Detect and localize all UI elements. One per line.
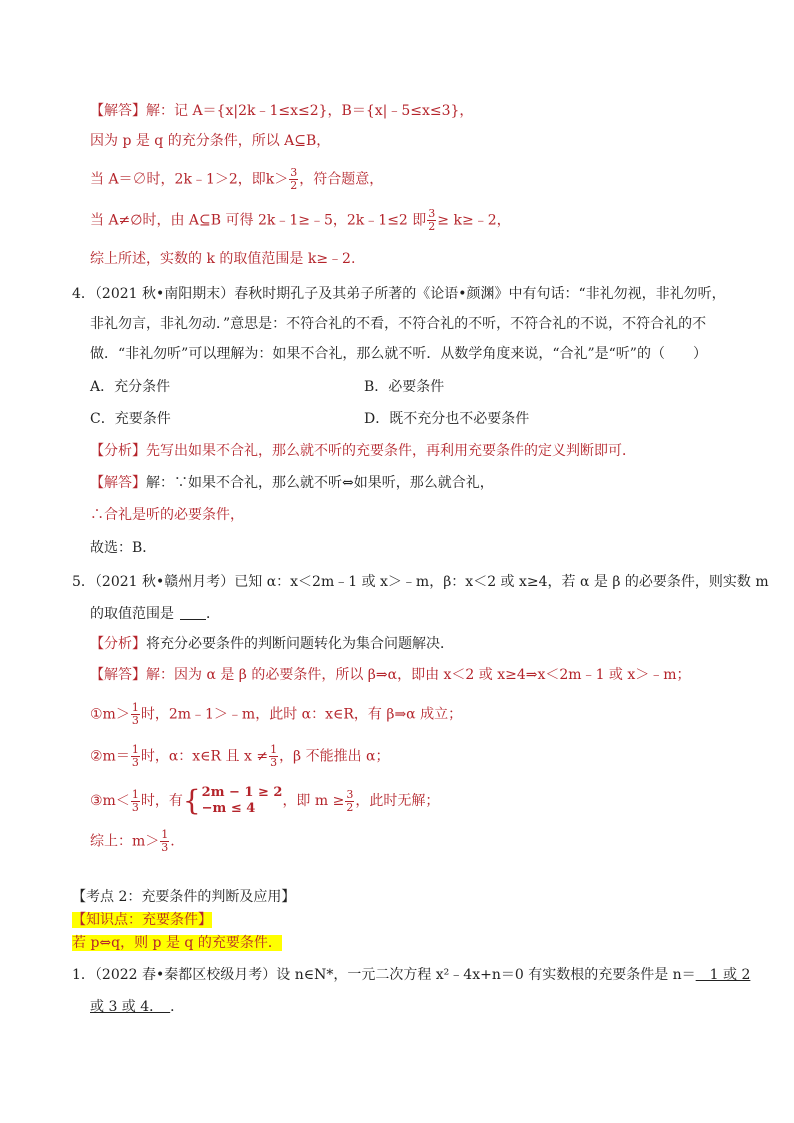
frac-den: 2	[428, 220, 436, 233]
analysis-tag: 【分析】	[90, 636, 146, 652]
section-title: 【考点 2：充要条件的判断及应用】	[72, 889, 296, 905]
text-part: ③m＜	[90, 793, 130, 809]
q5-stem-line-1: 5．（2021 秋•赣州月考）已知 α：x＜2m﹣1 或 x＞﹣m，β：x＜2 或 x≥4，若 α 是 β 的必要条件，则实数 m	[72, 574, 769, 590]
text-part: 当 A≠∅时，由 A⊆B 可得 2k﹣1≥﹣5，2k﹣1≤2 即	[90, 212, 427, 229]
q4-option-a: A．充分条件	[90, 379, 171, 395]
q4-solution	[90, 473, 494, 493]
text-part: 综上：m＞	[90, 833, 160, 850]
text-part: ，即 m ≥	[282, 793, 345, 809]
fraction	[131, 744, 140, 769]
frac-num: 1	[161, 828, 169, 841]
fraction	[160, 829, 169, 854]
frac-num: 3	[428, 207, 436, 220]
analysis-text: 将充分必要条件的判断问题转化为集合问题解决．	[146, 636, 454, 652]
q4-analysis	[90, 441, 636, 461]
solution-text: 解：∵如果不合礼，那么就不听⇔如果听，那么就合礼，	[146, 475, 494, 491]
fraction	[345, 789, 354, 814]
analysis-tag: 【分析】	[90, 443, 146, 459]
q5-stem-line-2: 的取值范围是 ．	[90, 606, 220, 622]
frac-den: 3	[270, 756, 278, 769]
q1-stem-line-2	[90, 997, 184, 1017]
q3-solution-line-2: 因为 p 是 q 的充分条件，所以 A⊆B，	[90, 133, 331, 149]
frac-num: 1	[270, 743, 278, 756]
frac-num: 1	[131, 743, 139, 756]
solution-tag: 【解答】	[90, 103, 146, 119]
fraction	[427, 208, 436, 233]
q4-stem-line-2: 非礼勿言，非礼勿动．”意思是：不符合礼的不看，不符合礼的不听，不符合礼的不说，不符合礼的不	[90, 316, 707, 332]
q3-solution-line-4	[90, 208, 511, 233]
text-part: 1．（2022 春•秦都区校级月考）设 n∈N*，一元二次方程 x²﹣4x+n＝0 有实数根的充要条件是 n＝	[72, 967, 696, 983]
q4-stem-line-1: 4．（2021 秋•南阳期末）春秋时期孔子及其弟子所著的《论语•颜渊》中有句话：“非礼勿视，非礼勿听，	[72, 286, 726, 302]
text-part: 时，α：x∈R 且 x ≠	[140, 748, 269, 765]
q4-answer: 故选：B．	[90, 540, 157, 556]
frac-den: 3	[161, 841, 169, 854]
fraction	[289, 167, 298, 192]
solution-text: 解：记 A＝{x|2k﹣1≤x≤2}，B＝{x|﹣5≤x≤3}，	[146, 103, 474, 119]
frac-den: 3	[131, 800, 139, 814]
text-part: ≥ k≥﹣2，	[437, 212, 511, 229]
knowledge-text-content: 若 p⇔q，则 p 是 q 的充要条件．	[72, 935, 282, 951]
q5-case-2	[90, 744, 390, 769]
q5-case-1	[90, 702, 462, 727]
q3-solution-line-5: 综上所述，实数的 k 的取值范围是 k≥﹣2.	[90, 251, 356, 267]
knowledge-text	[72, 933, 282, 953]
system-line-1: 2m − 1 ≥ 2	[201, 785, 283, 800]
text-part: ，符合题意，	[299, 171, 384, 188]
solution-tag: 【解答】	[90, 475, 146, 491]
frac-num: 3	[290, 166, 298, 179]
fraction	[131, 702, 140, 727]
text-part: 当 A＝∅时，2k﹣1＞2，即k＞	[90, 171, 289, 188]
q4-option-c: C．充要条件	[90, 411, 171, 427]
answer-text: 1 或 2	[695, 967, 751, 983]
text-part: 时，有	[140, 793, 183, 809]
text-part: ②m＝	[90, 748, 130, 765]
text-part: 的取值范围是	[90, 606, 174, 622]
inequality-system	[202, 785, 283, 817]
q4-option-d: D．既不充分也不必要条件	[364, 411, 530, 427]
q5-solution	[90, 665, 691, 685]
answer-text: 或 3 或 4．	[90, 999, 171, 1015]
q1-stem-line-1	[72, 965, 750, 985]
text-part: ，此时无解；	[355, 793, 440, 809]
q5-case-3	[90, 785, 439, 817]
frac-den: 3	[131, 714, 139, 727]
q4-solution-line-2: ∴合礼是听的必要条件，	[90, 507, 244, 523]
text-part: ．	[170, 999, 185, 1015]
solution-tag: 【解答】	[90, 667, 146, 683]
fraction	[131, 789, 140, 814]
brace-symbol: {	[182, 784, 201, 817]
text-part: ①m＞	[90, 706, 130, 723]
frac-num: 1	[131, 701, 139, 714]
q3-solution-line-3	[90, 167, 383, 192]
analysis-text: 先写出如果不合礼，那么就不听的充要条件，再利用充要条件的定义判断即可．	[146, 443, 636, 459]
q4-stem-line-3: 做．“非礼勿听”可以理解为：如果不合礼，那么就不听．从数学角度来说，“合礼”是“听”的（ ）	[90, 346, 707, 362]
frac-den: 2	[290, 179, 298, 192]
frac-den: 2	[346, 800, 354, 814]
frac-den: 3	[131, 756, 139, 769]
knowledge-title	[72, 910, 212, 930]
answer-blank	[180, 605, 206, 620]
q5-summary	[90, 829, 175, 854]
fraction	[269, 744, 278, 769]
frac-num: 1	[131, 787, 139, 801]
q3-solution-line-1	[90, 101, 473, 121]
knowledge-title-text: 【知识点：充要条件】	[72, 912, 212, 928]
q5-analysis	[90, 634, 454, 654]
q4-option-b: B．必要条件	[364, 379, 445, 395]
solution-text: 解：因为 α 是 β 的必要条件，所以 β⇒α，即由 x＜2 或 x≥4⇒x＜2m﹣1 或 x＞﹣m；	[146, 667, 691, 683]
system-line-2: −m ≤ 4	[201, 801, 256, 816]
text-part: 时，2m﹣1＞﹣m，此时 α：x∈R，有 β⇒α 成立；	[140, 706, 463, 723]
text-part: ，β 不能推出 α；	[279, 748, 390, 765]
frac-num: 3	[346, 787, 354, 801]
text-part: .	[170, 833, 175, 850]
